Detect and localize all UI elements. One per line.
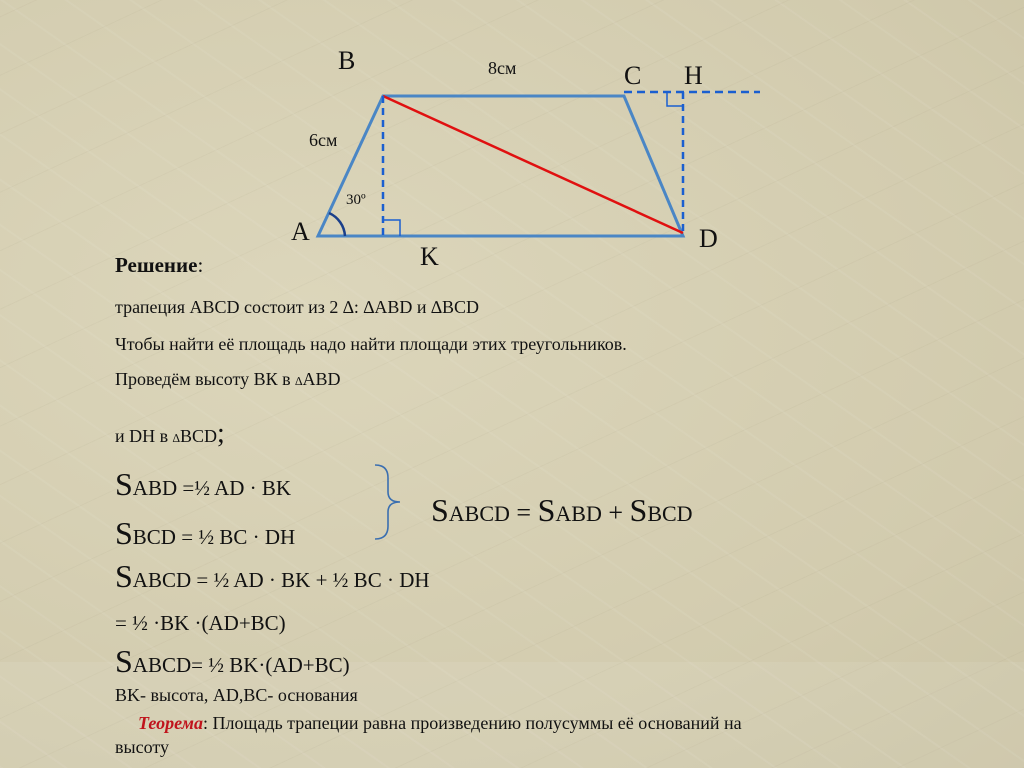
s-sum-eq: = <box>509 498 538 527</box>
line4-name: BCD <box>179 426 217 446</box>
solution-heading <box>115 253 203 278</box>
vertex-k-label: K <box>420 242 439 271</box>
s-letter: S <box>537 492 556 528</box>
formula-s-sum <box>431 492 693 529</box>
s-letter: S <box>431 492 449 528</box>
right-brace <box>372 462 402 542</box>
line3-text: Проведём высоту ВК в <box>115 369 296 389</box>
s-bcd-rest: = ½ BC · DH <box>175 525 296 549</box>
line4-text: и DH в <box>115 426 173 446</box>
line4-end: ; <box>217 418 225 449</box>
angle-a-label: 30º <box>346 192 366 208</box>
theorem-text: Площадь трапеции равна произведению полусуммы её оснований на <box>207 713 742 733</box>
bc-length-label: 8см <box>488 58 517 78</box>
line3-name: ABD <box>302 369 341 389</box>
vertex-h-label: H <box>684 61 703 90</box>
s-letter: S <box>115 466 133 502</box>
solution-heading-colon: : <box>197 253 204 277</box>
vertex-d-label: D <box>699 224 718 253</box>
s-sum-sub3: BCD <box>647 501 693 526</box>
solution-line-1: трапеция АВСD состоит из 2 ∆: ∆ABD и ∆BCD <box>115 297 479 317</box>
right-angle-k <box>383 220 400 236</box>
solution-line-4 <box>115 418 225 450</box>
s-sum-sub2: ABD <box>555 501 602 526</box>
formula-s-abcd-expand <box>115 558 430 595</box>
theorem-line <box>138 713 742 734</box>
formula-s-final <box>115 643 350 680</box>
s-letter: S <box>629 492 648 528</box>
formula-s-bcd <box>115 515 295 552</box>
theorem-colon: : <box>202 713 208 733</box>
line4-triangle: ∆ <box>172 431 180 445</box>
angle-arc-a <box>329 213 345 236</box>
vertex-c-label: C <box>624 61 642 90</box>
solution-heading-text: Решение <box>115 253 198 277</box>
theorem-line-2: высоту <box>115 737 169 757</box>
s-abcd-rest: = ½ AD · BK + ½ BC · DH <box>191 568 430 592</box>
vertex-b-label: B <box>338 46 356 75</box>
solution-line-3 <box>115 369 341 390</box>
diagonal-bd <box>383 96 683 233</box>
s-abcd-sub: ABCD <box>132 568 192 592</box>
s-sum-sub1: ABCD <box>448 501 510 526</box>
s-abd-rest: =½ AD · BK <box>177 476 292 500</box>
s-sum-plus: + <box>601 498 630 527</box>
solution-line-2: Чтобы найти её площадь надо найти площади этих треугольников. <box>115 334 627 354</box>
definitions-line: BK- высота, AD,BC- основания <box>115 685 358 705</box>
s-final-rest: = ½ BK·(AD+BC) <box>191 653 350 677</box>
right-angle-h <box>667 92 683 106</box>
s-letter: S <box>115 515 133 551</box>
s-letter: S <box>115 558 133 594</box>
trapezoid-abcd <box>318 96 683 236</box>
vertex-a-label: A <box>291 217 310 246</box>
s-final-sub: ABCD <box>132 653 192 677</box>
formula-s-abd <box>115 466 291 503</box>
s-bcd-sub: BCD <box>132 525 176 549</box>
formula-simplify: = ½ ·BK ·(AD+BC) <box>115 611 286 635</box>
s-abd-sub: ABD <box>132 476 178 500</box>
line3-triangle: ∆ <box>295 374 303 388</box>
s-letter: S <box>115 643 133 679</box>
theorem-label: Теорема <box>138 713 203 733</box>
ab-length-label: 6см <box>309 130 338 150</box>
